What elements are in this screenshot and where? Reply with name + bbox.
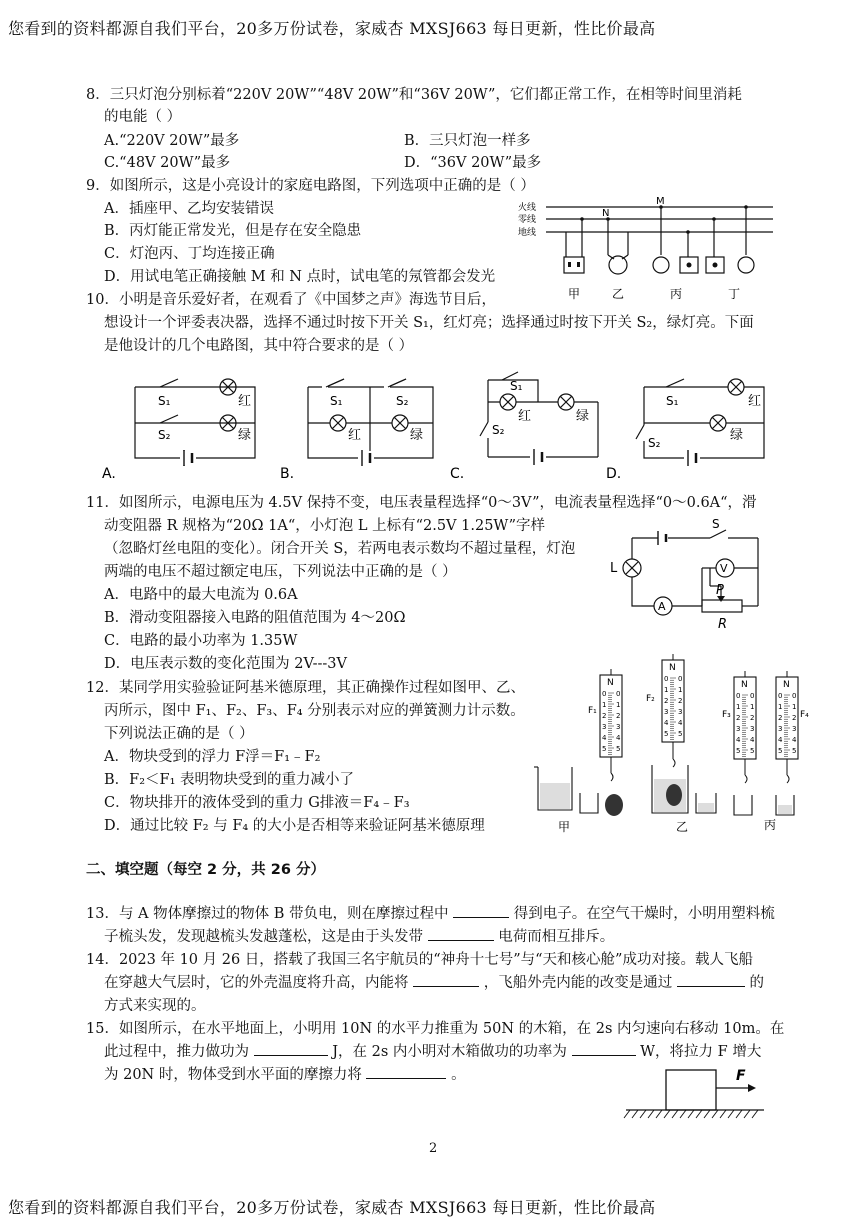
resistor-r-label: R bbox=[718, 617, 728, 632]
scale-tick-label: 2 bbox=[736, 714, 741, 722]
scale-tick-label: 4 bbox=[750, 736, 755, 744]
green-lamp-label: 绿 bbox=[730, 428, 744, 443]
scale-tick-label: 5 bbox=[792, 747, 797, 755]
scale-tick-label: 3 bbox=[678, 708, 683, 716]
q9-option-c: C．灯泡丙、丁均连接正确 bbox=[104, 246, 275, 262]
q10-circuit-c bbox=[450, 372, 620, 484]
q10-circuit-d bbox=[604, 375, 774, 485]
q15-blank-2[interactable] bbox=[572, 1055, 636, 1056]
q9-household-circuit-figure bbox=[518, 195, 778, 310]
q11-stem-line2: 动变阻器 R 规格为“20Ω 1A“，小灯泡 L 上标有“2.5V 1.25W”字样 bbox=[104, 518, 546, 534]
q10-stem-line2: 想设计一个评委表决器，选择不通过时按下开关 S₁，红灯亮；选择通过时按下开关 S₂，绿灯亮。下面 bbox=[104, 315, 754, 331]
s2-label: S₂ bbox=[396, 394, 409, 408]
green-lamp-label: 绿 bbox=[576, 409, 590, 424]
scale-tick-label: 0 bbox=[664, 675, 669, 683]
point-n-label: N bbox=[602, 208, 610, 219]
scale-tick-label: 3 bbox=[750, 725, 755, 733]
q13-text-4: 电荷而相互排斥。 bbox=[498, 929, 615, 945]
scale-tick-label: 4 bbox=[736, 736, 741, 744]
q14-blank-1[interactable] bbox=[413, 986, 479, 987]
socket-yi-label: 乙 bbox=[612, 287, 625, 301]
q13-blank-2[interactable] bbox=[428, 940, 494, 941]
q12-stem-line3: 下列说法正确的是（ ） bbox=[104, 726, 254, 742]
q8-option-d: D．“36V 20W”最多 bbox=[404, 155, 542, 171]
setup-jia-label: 甲 bbox=[558, 820, 571, 834]
spring-scale-3 bbox=[734, 671, 756, 783]
option-d-label: D. bbox=[606, 466, 622, 482]
q8-option-a: A.“220V 20W”最多 bbox=[104, 133, 240, 149]
q11-stem-line1: 11．如图所示，电源电压为 4.5V 保持不变，电压表量程选择“0～3V”，电流表量程选择“0～0.6A“，滑 bbox=[86, 495, 757, 511]
option-a-label: A. bbox=[102, 466, 116, 482]
spring-scale-2 bbox=[662, 654, 684, 767]
scale-tick-label: 5 bbox=[736, 747, 741, 755]
scale-tick-label: 3 bbox=[778, 725, 783, 733]
scale-tick-label: 4 bbox=[664, 719, 669, 727]
q11-circuit-figure bbox=[606, 518, 776, 633]
point-m-label: M bbox=[656, 196, 665, 207]
q14-text-1: 14．2023 年 10 月 26 日，搭载了我国三名宇航员的“神舟十七号”与“天和核心舱”成功对接。载人飞船 bbox=[86, 952, 753, 968]
q15-box-figure bbox=[624, 1062, 774, 1122]
live-wire-label: 火线 bbox=[518, 203, 537, 213]
slider-p-label: P bbox=[716, 583, 724, 598]
scale-tick-label: 4 bbox=[792, 736, 797, 744]
q14-text-4: 的 bbox=[749, 975, 764, 991]
q12-stem-line1: 12．某同学用实验验证阿基米德原理，其正确操作过程如图甲、乙、 bbox=[86, 680, 525, 696]
s2-label: S₂ bbox=[492, 423, 505, 437]
q14-text-5: 方式来实现的。 bbox=[104, 998, 206, 1014]
q12-option-a: A．物块受到的浮力 F浮＝F₁﹣F₂ bbox=[104, 749, 321, 765]
scale-tick-label: 5 bbox=[664, 730, 669, 738]
scale-tick-label: 2 bbox=[678, 697, 683, 705]
scale-tick-label: 1 bbox=[736, 703, 741, 711]
scale-tick-label: 3 bbox=[736, 725, 741, 733]
q11-option-d: D．电压表示数的变化范围为 2V---3V bbox=[104, 656, 347, 672]
q13-text-3: 子梳头发，发现越梳头发越蓬松，这是由于头发带 bbox=[104, 929, 423, 945]
q15-text-2: 此过程中，推力做功为 bbox=[104, 1044, 249, 1060]
q14-blank-2[interactable] bbox=[677, 986, 745, 987]
green-lamp-label: 绿 bbox=[238, 428, 252, 443]
scale-tick-label: 2 bbox=[778, 714, 783, 722]
q10-stem-line3: 是他设计的几个电路图，其中符合要求的是（ ） bbox=[104, 338, 414, 354]
f4-label: F₄ bbox=[800, 710, 809, 720]
q15-blank-1[interactable] bbox=[254, 1055, 328, 1056]
f2-label: F₂ bbox=[646, 694, 655, 704]
scale-tick-label: 1 bbox=[750, 703, 755, 711]
q12-archimedes-experiment-figure bbox=[528, 655, 808, 835]
scale-tick-label: 4 bbox=[778, 736, 783, 744]
q9-stem: 9．如图所示，这是小亮设计的家庭电路图，下列选项中正确的是（ ） bbox=[86, 178, 535, 194]
q10-circuit-a bbox=[100, 375, 270, 485]
s2-label: S₂ bbox=[648, 436, 661, 450]
force-arrow-icon bbox=[748, 1084, 756, 1092]
lamp-bing-label: 丙 bbox=[670, 287, 683, 301]
newton-unit-label: N bbox=[607, 678, 614, 688]
ammeter-label: A bbox=[658, 600, 666, 613]
header-banner: 您看到的资料都源自我们平台，20多万份试卷，家威杏 MXSJ663 每日更新，性比价最高 bbox=[8, 19, 656, 38]
scale-tick-label: 0 bbox=[616, 690, 621, 698]
spring-scale-1 bbox=[600, 669, 622, 781]
scale-tick-label: 5 bbox=[616, 745, 621, 753]
f3-label: F₃ bbox=[722, 710, 731, 720]
q15-text-4: W，将拉力 F 增大 bbox=[640, 1044, 762, 1060]
scale-tick-label: 0 bbox=[792, 692, 797, 700]
q15-text-3: J，在 2s 内小明对木箱做功的功率为 bbox=[332, 1044, 567, 1060]
q15-text-1: 15．如图所示，在水平地面上，小明用 10N 的水平力推重为 50N 的木箱，在 2s 内匀速向右移动 10m。在 bbox=[86, 1021, 785, 1037]
scale-tick-label: 5 bbox=[778, 747, 783, 755]
q11-stem-line3: （忽略灯丝电阻的变化）。闭合开关 S，若两电表示数均不超过量程，灯泡 bbox=[104, 541, 576, 557]
scale-tick-label: 2 bbox=[664, 697, 669, 705]
scale-tick-label: 5 bbox=[602, 745, 607, 753]
q12-stem-line2: 丙所示，图中 F₁、F₂、F₃、F₄ 分别表示对应的弹簧测力计示数。 bbox=[104, 703, 525, 719]
newton-unit-label: N bbox=[783, 680, 790, 690]
q14-text-3: ，飞船外壳内能的改变是通过 bbox=[483, 975, 673, 991]
q15-blank-3[interactable] bbox=[366, 1078, 446, 1079]
scale-tick-label: 1 bbox=[602, 701, 607, 709]
s1-label: S₁ bbox=[330, 394, 343, 408]
scale-tick-label: 1 bbox=[792, 703, 797, 711]
s2-label: S₂ bbox=[158, 428, 171, 442]
ground-wire-label: 地线 bbox=[518, 228, 537, 238]
spring-scale-4 bbox=[776, 671, 798, 783]
q9-option-b: B．丙灯能正常发光，但是存在安全隐患 bbox=[104, 223, 362, 239]
scale-tick-label: 0 bbox=[750, 692, 755, 700]
s1-label: S₁ bbox=[158, 394, 171, 408]
scale-tick-label: 3 bbox=[792, 725, 797, 733]
voltmeter-label: V bbox=[720, 562, 728, 575]
f1-label: F₁ bbox=[588, 706, 597, 716]
page-number: 2 bbox=[429, 1141, 438, 1156]
red-lamp-label: 红 bbox=[238, 394, 252, 409]
q10-stem-line1: 10．小明是音乐爱好者，在观看了《中国梦之声》海选节目后， bbox=[86, 292, 496, 308]
scale-tick-label: 2 bbox=[792, 714, 797, 722]
red-lamp-label: 红 bbox=[348, 428, 362, 443]
newton-unit-label: N bbox=[741, 680, 748, 690]
q9-option-d: D．用试电笔正确接触 M 和 N 点时，试电笔的氖管都会发光 bbox=[104, 269, 496, 285]
scale-tick-label: 0 bbox=[778, 692, 783, 700]
scale-tick-label: 1 bbox=[678, 686, 683, 694]
q13-text-2: 得到电子。在空气干燥时，小明用塑料梳 bbox=[513, 906, 775, 922]
scale-tick-label: 4 bbox=[602, 734, 607, 742]
option-c-label: C. bbox=[450, 466, 465, 482]
scale-tick-label: 1 bbox=[616, 701, 621, 709]
q11-stem-line4: 两端的电压不超过额定电压，下列说法中正确的是（ ） bbox=[104, 564, 457, 580]
section-2-title: 二、填空题（每空 2 分，共 26 分） bbox=[86, 862, 325, 878]
q11-option-b: B．滑动变阻器接入电路的阻值范围为 4～20Ω bbox=[104, 610, 406, 626]
socket-jia-label: 甲 bbox=[568, 287, 581, 301]
option-b-label: B. bbox=[280, 466, 295, 482]
scale-tick-label: 5 bbox=[750, 747, 755, 755]
q13-blank-1[interactable] bbox=[453, 917, 509, 918]
scale-tick-label: 0 bbox=[736, 692, 741, 700]
scale-tick-label: 5 bbox=[678, 730, 683, 738]
footer-banner: 您看到的资料都源自我们平台，20多万份试卷，家威杏 MXSJ663 每日更新，性比价最高 bbox=[8, 1198, 656, 1217]
scale-tick-label: 3 bbox=[616, 723, 621, 731]
red-lamp-label: 红 bbox=[748, 394, 762, 409]
s1-label: S₁ bbox=[666, 394, 679, 408]
scale-tick-label: 4 bbox=[678, 719, 683, 727]
scale-tick-label: 3 bbox=[602, 723, 607, 731]
q15-text-6: 。 bbox=[451, 1067, 466, 1083]
scale-tick-label: 2 bbox=[602, 712, 607, 720]
q11-option-a: A．电路中的最大电流为 0.6A bbox=[104, 587, 298, 603]
setup-bing-label: 丙 bbox=[764, 818, 777, 832]
red-lamp-label: 红 bbox=[518, 409, 532, 424]
q9-option-a: A．插座甲、乙均安装错误 bbox=[104, 201, 274, 217]
q8-stem-line2: 的电能（ ） bbox=[104, 109, 182, 125]
q15-text-5: 为 20N 时，物体受到水平面的摩擦力将 bbox=[104, 1067, 362, 1083]
switch-s-label: S bbox=[712, 517, 720, 531]
q8-option-c: C.“48V 20W”最多 bbox=[104, 155, 231, 171]
scale-tick-label: 3 bbox=[664, 708, 669, 716]
green-lamp-label: 绿 bbox=[410, 428, 424, 443]
scale-tick-label: 2 bbox=[616, 712, 621, 720]
q12-option-b: B．F₂＜F₁ 表明物块受到的重力减小了 bbox=[104, 772, 355, 788]
q8-stem-line1: 8．三只灯泡分别标着“220V 20W”“48V 20W”和“36V 20W”，它们都正常工作，在相等时间里消耗 bbox=[86, 87, 742, 103]
neutral-wire-label: 零线 bbox=[518, 215, 537, 225]
q12-option-c: C．物块排开的液体受到的重力 G排液＝F₄﹣F₃ bbox=[104, 795, 410, 811]
q8-option-b: B．三只灯泡一样多 bbox=[404, 133, 531, 149]
q11-option-c: C．电路的最小功率为 1.35W bbox=[104, 633, 298, 649]
scale-tick-label: 0 bbox=[602, 690, 607, 698]
lamp-l-label: L bbox=[610, 561, 618, 576]
scale-tick-label: 2 bbox=[750, 714, 755, 722]
setup-yi-label: 乙 bbox=[676, 820, 689, 834]
q10-circuit-b bbox=[278, 375, 448, 485]
q12-option-d: D．通过比较 F₂ 与 F₄ 的大小是否相等来验证阿基米德原理 bbox=[104, 818, 485, 834]
scale-tick-label: 4 bbox=[616, 734, 621, 742]
q14-text-2: 在穿越大气层时，它的外壳温度将升高，内能将 bbox=[104, 975, 409, 991]
force-f-label: F bbox=[736, 1068, 746, 1084]
s1-label: S₁ bbox=[510, 379, 523, 393]
q13-text-1: 13．与 A 物体摩擦过的物体 B 带负电，则在摩擦过程中 bbox=[86, 906, 449, 922]
scale-tick-label: 0 bbox=[678, 675, 683, 683]
scale-tick-label: 1 bbox=[664, 686, 669, 694]
scale-tick-label: 1 bbox=[778, 703, 783, 711]
lamp-ding-label: 丁 bbox=[728, 287, 741, 301]
newton-unit-label: N bbox=[669, 663, 676, 673]
